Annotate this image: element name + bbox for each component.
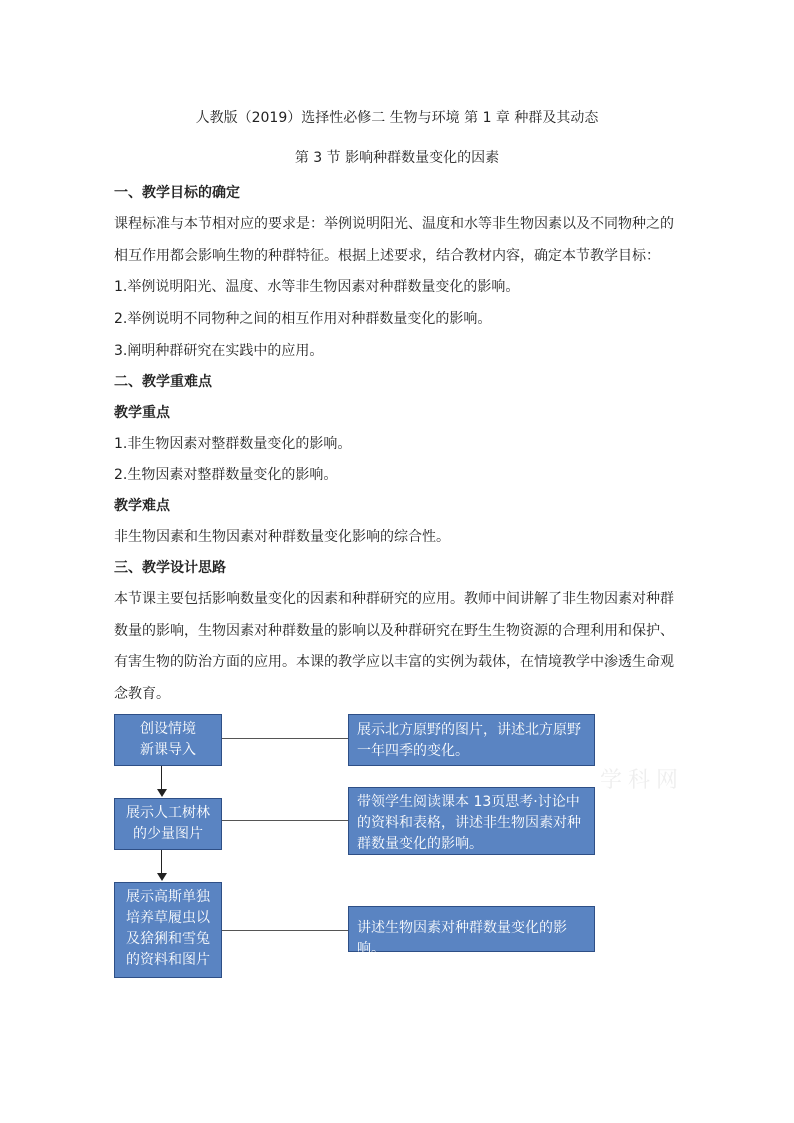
key-point-1: 1.非生物因素对整群数量变化的影响。	[114, 436, 352, 452]
subheading-key-points: 教学重点	[114, 405, 170, 421]
document-title: 人教版（2019）选择性必修二 生物与环境 第 1 章 种群及其动态	[195, 110, 599, 126]
flow-note-north-field-text: 展示北方原野的图片，讲述北方原野一年四季的变化。	[357, 722, 581, 759]
flow-note-biotic-factors	[348, 906, 595, 957]
heading-key-difficult: 二、教学重难点	[114, 374, 212, 390]
goal-item-1: 1.举例说明阳光、温度、水等非生物因素对种群数量变化的影响。	[114, 279, 520, 295]
flow-box-gause-experiment-text: 展示高斯单独 培养草履虫以 及猞猁和雪兔 的资料和图片	[126, 889, 210, 968]
flow-connector-3	[222, 930, 348, 931]
flow-arrow-line-1	[161, 766, 162, 791]
goal-item-3: 3.阐明种群研究在实践中的应用。	[114, 343, 324, 359]
flow-connector-2	[222, 820, 348, 821]
heading-design-approach: 三、教学设计思路	[114, 560, 226, 576]
subheading-difficult-points: 教学难点	[114, 498, 170, 514]
flow-box-artificial-forest-text: 展示人工树林 的少量图片	[126, 805, 210, 842]
difficult-point-text: 非生物因素和生物因素对种群数量变化影响的综合性。	[114, 529, 450, 545]
flow-note-reading-discussion-text: 带领学生阅读课本 13页思考·讨论中的资料和表格，讲述非生物因素对种群数量变化的影响。	[357, 794, 581, 852]
flow-box-intro	[114, 714, 222, 766]
flow-connector-1	[222, 738, 348, 739]
key-point-2: 2.生物因素对整群数量变化的影响。	[114, 467, 338, 483]
flow-note-north-field	[348, 714, 595, 766]
flow-arrow-head-2	[157, 873, 167, 881]
flow-box-artificial-forest	[114, 798, 222, 850]
heading-teaching-goals: 一、教学目标的确定	[114, 185, 240, 201]
section-title: 第 3 节 影响种群数量变化的因素	[294, 150, 500, 166]
flow-arrow-head-1	[157, 789, 167, 797]
flow-note-biotic-factors-text: 讲述生物因素对种群数量变化的影响。	[357, 920, 567, 957]
paragraph-design-approach: 本节课主要包括影响数量变化的因素和种群研究的应用。教师中间讲解了非生物因素对种群数量的影响，生物因素对种群数量的影响以及种群研究在野生生物资源的合理利用和保护、有害生物的防治方面的应用。本课的教学应以丰富的实例为载体，在情境教学中渗透生命观念教育。	[114, 591, 674, 702]
flow-note-reading-discussion	[348, 787, 595, 855]
flow-box-intro-text: 创设情境 新课导入	[140, 721, 196, 758]
flow-arrow-line-2	[161, 850, 162, 875]
watermark: 学科网	[600, 768, 685, 793]
flow-box-gause-experiment	[114, 882, 222, 978]
paragraph-curriculum-standard: 课程标准与本节相对应的要求是：举例说明阳光、温度和水等非生物因素以及不同物种之的相互作用都会影响生物的种群特征。根据上述要求，结合教材内容，确定本节教学目标：	[114, 216, 674, 264]
goal-item-2: 2.举例说明不同物种之间的相互作用对种群数量变化的影响。	[114, 311, 492, 327]
